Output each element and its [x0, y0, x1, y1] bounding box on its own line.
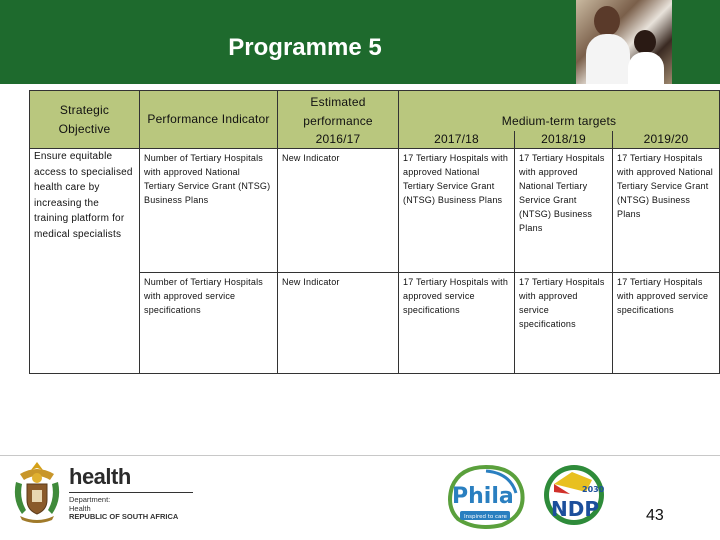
department-text: [69, 496, 178, 522]
target-2018-19-cell: 17 Tertiary Hospitals with approved National Tertiary Service Grant (NTSG) Business Plans: [515, 149, 613, 273]
footer-divider: [0, 455, 720, 456]
year-2016-17: 2016/17: [278, 131, 399, 149]
page-number: 43: [646, 507, 664, 524]
strategic-objective-cell: Ensure equitable access to specialised health care by increasing the training platform for medical specialists: [30, 149, 140, 374]
target-2018-19-cell: 17 Tertiary Hospitals with approved service specifications: [515, 273, 613, 374]
dept-line-1: Department:: [69, 495, 111, 504]
health-rule: [69, 492, 193, 493]
table-row: [30, 149, 720, 273]
table-header-row: [30, 91, 720, 132]
header-estimated-performance: Estimated performance: [278, 91, 399, 132]
header-medium-term-targets: Medium-term targets: [399, 91, 720, 132]
target-2017-18-cell: 17 Tertiary Hospitals with approved National Tertiary Service Grant (NTSG) Business Plans: [399, 149, 515, 273]
targets-table: [29, 90, 720, 374]
south-africa-coat-of-arms-icon: [10, 460, 64, 524]
header-performance-indicator: Performance Indicator: [140, 91, 278, 149]
estimated-cell: New Indicator: [278, 149, 399, 273]
ndp-word: NDP: [551, 497, 599, 521]
year-2017-18: 2017/18: [399, 131, 515, 149]
phila-tagline: Inspired to care: [464, 514, 507, 520]
dept-line-2: Health: [69, 503, 91, 513]
dept-line-3: REPUBLIC OF SOUTH AFRICA: [69, 512, 179, 521]
estimated-cell: New Indicator: [278, 273, 399, 374]
header-strategic-objective: Strategic Objective: [30, 91, 140, 149]
target-2017-18-cell: 17 Tertiary Hospitals with approved service specifications: [399, 273, 515, 374]
indicator-cell: Number of Tertiary Hospitals with approved National Tertiary Service Grant (NTSG) Business Plans: [140, 149, 278, 273]
ndp-2030-logo: [542, 462, 606, 528]
year-2018-19: 2018/19: [515, 131, 613, 149]
phila-logo: [446, 463, 526, 529]
slide-title: Programme 5: [228, 34, 382, 61]
phila-word: Phila: [452, 484, 514, 509]
health-wordmark: health: [69, 464, 131, 489]
target-2019-20-cell: 17 Tertiary Hospitals with approved service specifications: [613, 273, 720, 374]
year-2019-20: 2019/20: [613, 131, 720, 149]
ndp-year: 2030: [582, 485, 605, 494]
target-2019-20-cell: 17 Tertiary Hospitals with approved National Tertiary Service Grant (NTSG) Business Plans: [613, 149, 720, 273]
nurse-with-children-photo: [576, 0, 672, 84]
indicator-cell: Number of Tertiary Hospitals with approved service specifications: [140, 273, 278, 374]
